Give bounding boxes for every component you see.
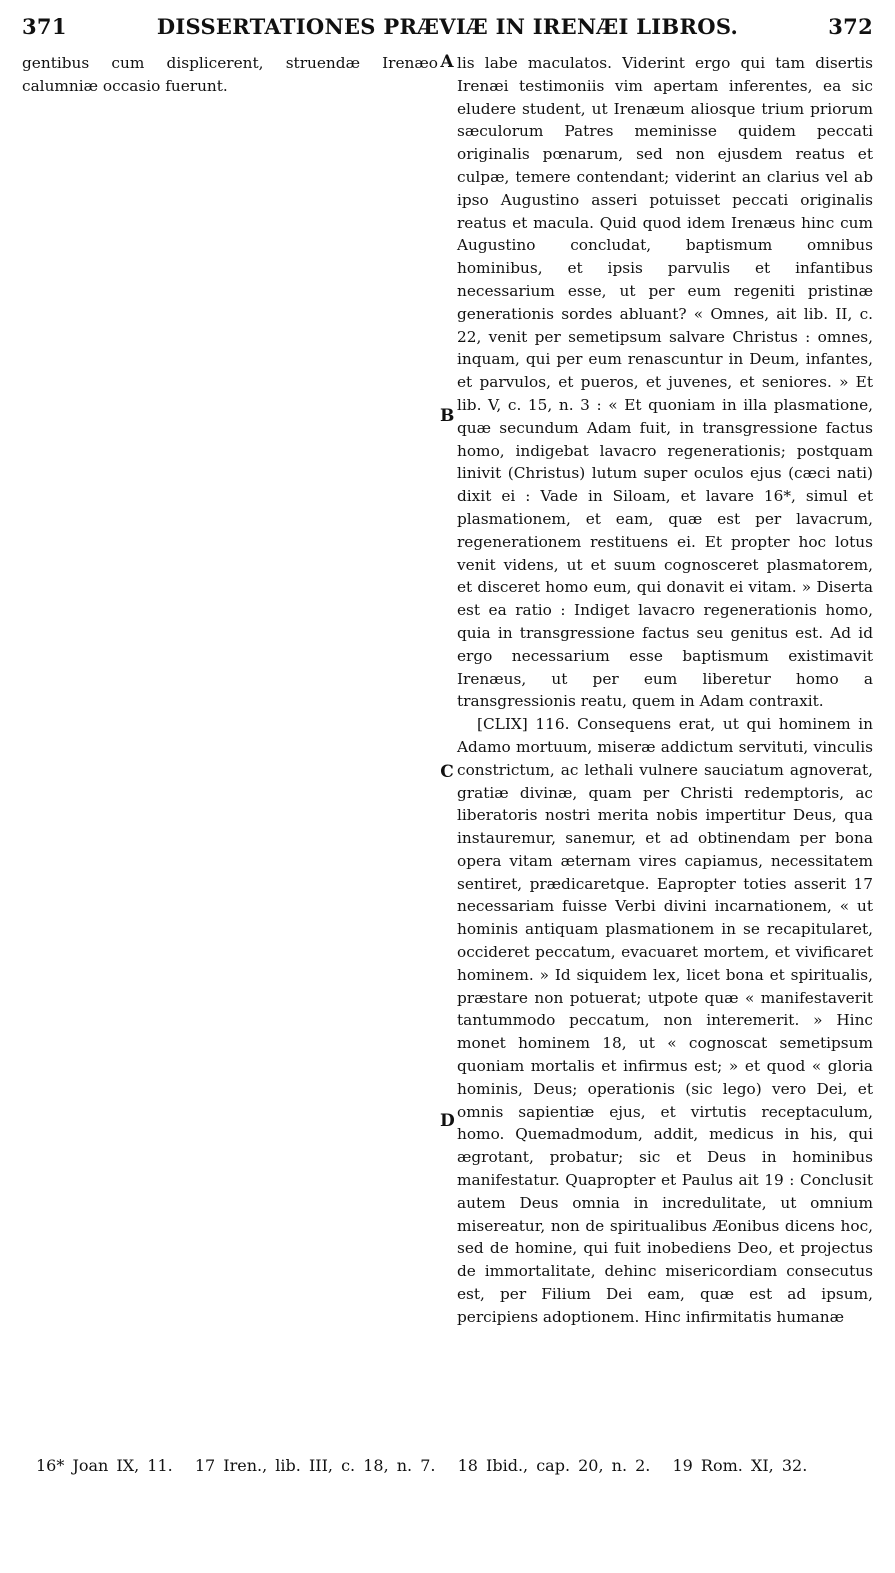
footnotes	[36, 1456, 856, 1475]
left-column	[22, 52, 438, 98]
page-number-right: 372	[828, 14, 873, 39]
paragraph: [CLIX] 116. Consequens erat, ut qui hominem in Adamo mortuum, miseræ addictum servituti, vinculis constrictum, ac lethali vulnere sauciatum agnoverat, gratiæ divinæ, quam per Christi redemptoris, ac liberatoris nostri merita nobis impertitur Deus, qua instauremur, sanemur, et ad obtinendam per bona opera vitam æternam vires capiamus, necessitatem sentiret, prædicaretque. Eapropter toties asserit 17 necessariam fuisse Verbi divini incarnationem, « ut hominis antiquam plasmationem in se recapitularet, occideret peccatum, evacuaret mortem, et vivificaret hominem. » Id siquidem lex, licet bona et spiritualis, præstare non potuerat; utpote quæ « manifestaverit tantummodo peccatum, non interemerit. » Hinc monet hominem 18, ut « cognoscat semetipsum quoniam mortalis et infirmus est; » et quod « gloria hominis, Deus; operationis (sic lego) vero Dei, et omnis sapientiæ ejus, et virtutis receptaculum, homo. Quemadmodum, addit, medicus in his, qui ægrotant, probatur; sic et Deus in hominibus manifestatur. Quapropter et Paulus ait 19 : Conclusit autem Deus omnia in incredulitate, ut omnium misereatur, non de spiritualibus Æonibus dicens hoc, sed de homine, qui fuit inobediens Deo, et projectus de immortalitate, dehinc misericordiam consecutus est, per Filium Dei eam, quæ est ad ipsum, percipiens adoptionem. Hinc infirmitatis humanæ	[457, 715, 873, 1326]
footnote: 17 Iren., lib. III, c. 18, n. 7.	[194, 1456, 436, 1475]
footnote: 19 Rom. XI, 32.	[672, 1456, 808, 1475]
right-column	[457, 52, 873, 1329]
paragraph: lis labe maculatos. Viderint ergo qui tam disertis Irenæi testimoniis vim apertam inferentes, ea sic eludere student, ut Irenæum aliosque trium priorum sæculorum Patres meminisse quidem peccati originalis pœnarum, sed non ejusdem reatus et culpæ, temere contendant; viderint an clarius vel ab ipso Augustino asseri potuisset peccati originalis reatus et macula. Quid quod idem Irenæus hinc cum Augustino concludat, baptismum omnibus hominibus, et ipsis parvulis et infantibus necessarium esse, ut per eum regeniti pristinæ generationis sordes abluant? « Omnes, ait lib. II, c. 22, venit per semetipsum salvare Christus : omnes, inquam, qui per eum renascuntur in Deum, infantes, et parvulos, et pueros, et juvenes, et seniores. » Et lib. V, c. 15, n. 3 : « Et quoniam in illa plasmatione, quæ secundum Adam fuit, in transgressione factus homo, indigebat lavacro regenerationis; postquam linivit (Christus) lutum super oculos ejus (cæci nati) dixit ei : Vade in Siloam, et lavare 16*, simul et plasmationem, et eam, quæ est per lavacrum, regenerationem restituens ei. Et propter hoc lotus venit videns, ut et suum cognosceret plasmatorem, et disceret homo eum, qui donavit ei vitam. » Diserta est ea ratio : Indiget lavacro regenerationis homo, quia in transgressione factus seu genitus est. Ad id ergo necessarium esse baptismum existimavit Irenæus, ut per eum liberetur homo a transgressionis reatu, quem in Adam contraxit.	[457, 54, 873, 711]
margin-letter-b: B	[440, 406, 455, 426]
running-title: DISSERTATIONES PRÆVIÆ IN IRENÆI LIBROS.	[156, 14, 739, 39]
footnote: 18 Ibid., cap. 20, n. 2.	[457, 1456, 651, 1475]
margin-letter-c: C	[440, 762, 454, 782]
page-header	[22, 14, 873, 44]
margin-letter-d: D	[440, 1111, 455, 1131]
margin-letter-a: A	[440, 52, 454, 72]
paragraph: gentibus cum displicerent, struendæ Irenæo calumniæ occasio fuerunt.	[22, 54, 438, 95]
page-number-left: 371	[22, 14, 67, 39]
footnote: 16* Joan IX, 11.	[36, 1456, 173, 1475]
